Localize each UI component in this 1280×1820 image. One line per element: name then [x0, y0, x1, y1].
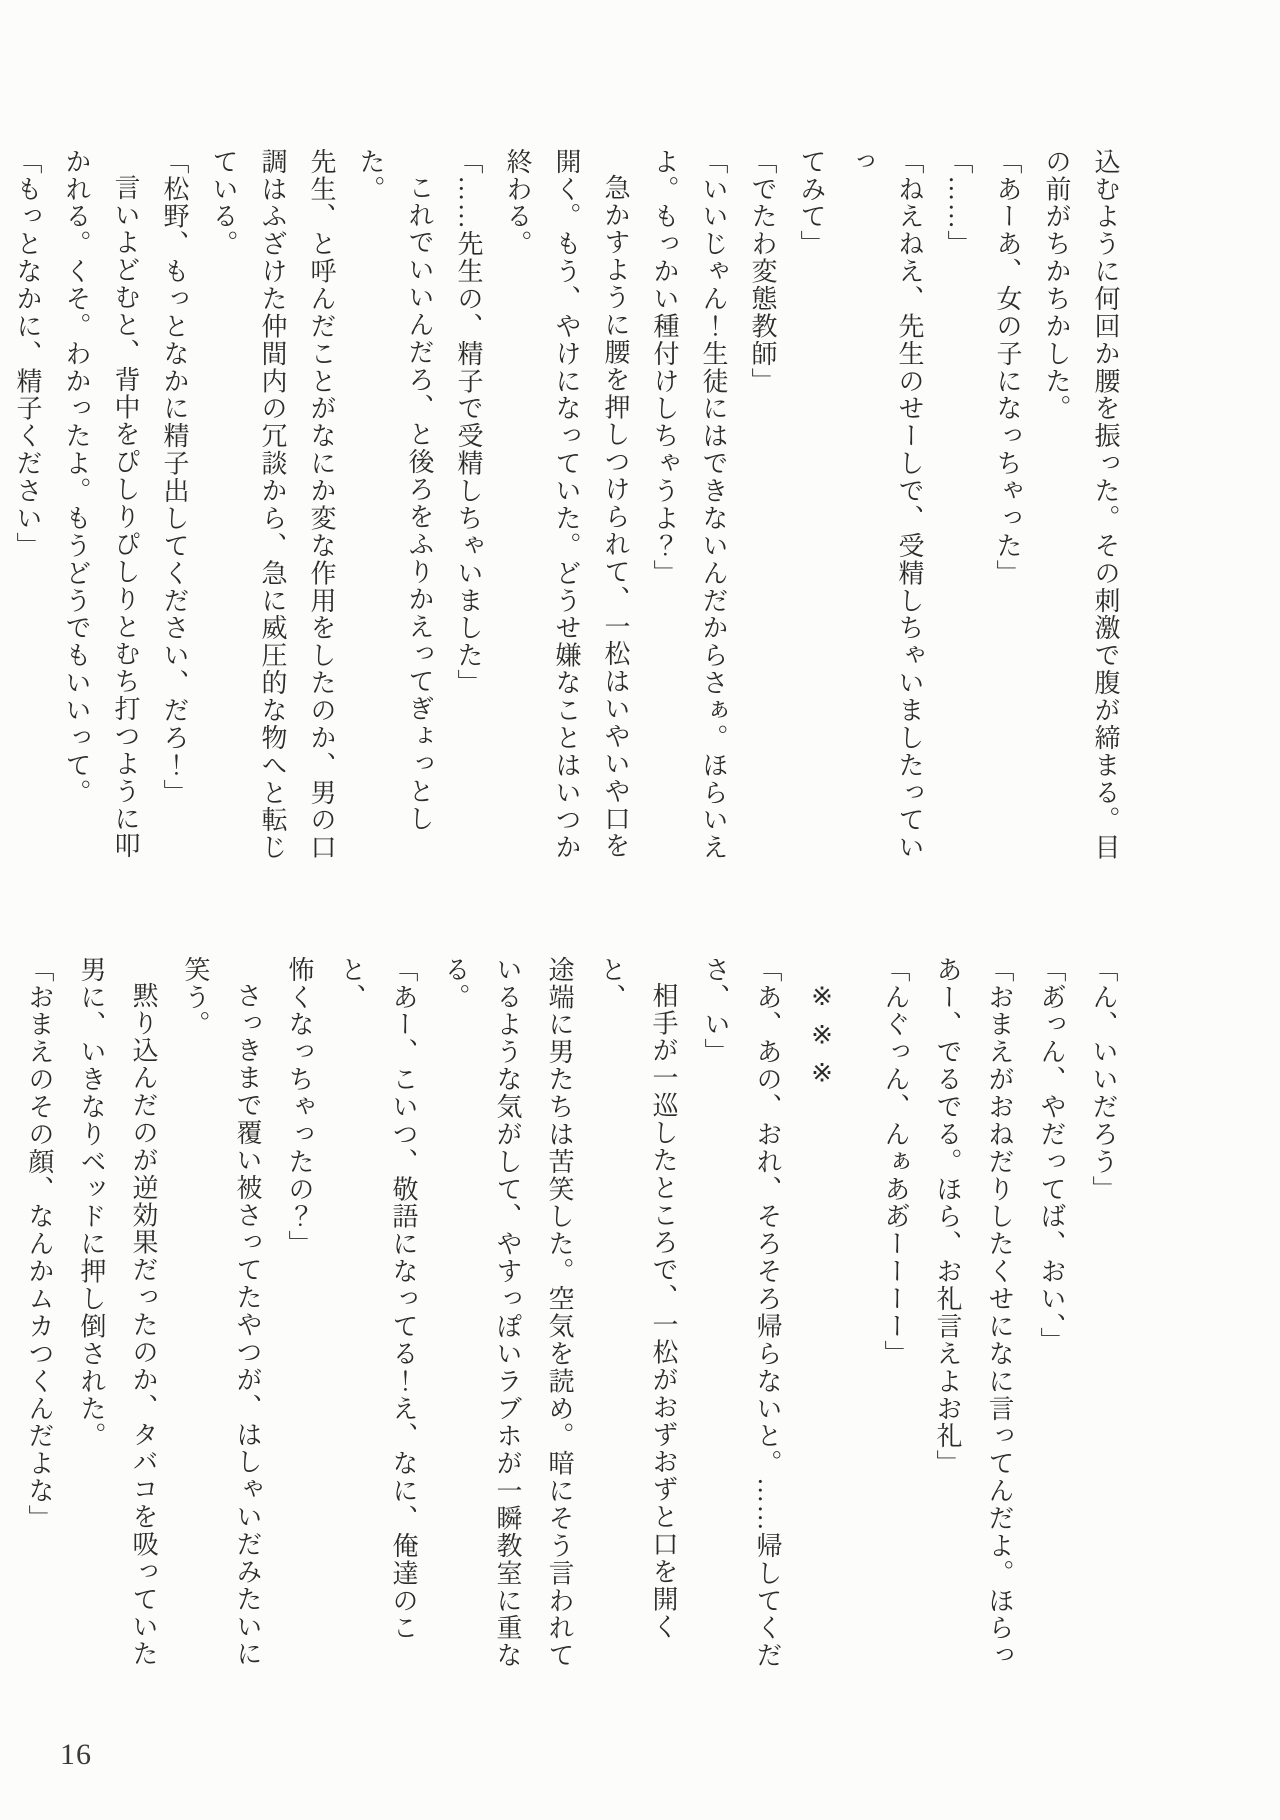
text-line: 言いよどむと、背中をぴしりぴしりとむち打つように叩: [111, 174, 140, 860]
text-line: 先生、と呼んだことがなにか変な作用をしたのか、男の口: [307, 148, 336, 862]
text-line: 「おまえがおねだりしたくせになに言ってんだよ。ほらっ: [985, 956, 1014, 1670]
text-line: 「あ、あの、おれ、そろそろ帰らないと。……帰してくだ: [753, 956, 782, 1670]
text-line: これでいいんだろ、と後ろをふりかえってぎょっとした。: [356, 148, 434, 833]
text-line: さっきまで覆い被さってたやつが、はしゃいだみたいに: [233, 982, 262, 1668]
section-divider: ※※※: [808, 982, 837, 1097]
text-line: 「あ゙っん、やだってば、おい、」: [1037, 956, 1066, 1355]
text-line: ている。: [209, 148, 238, 258]
text-line: る。: [441, 956, 470, 1011]
text-line: 終わる。: [503, 148, 532, 258]
text-line: 笑う。: [181, 956, 210, 1039]
text-line: 「あー、こいつ、敬語になってる！え、なに、俺達のこと、: [337, 956, 418, 1642]
text-line: の前がちかちかした。: [1042, 148, 1071, 423]
text-line: いるような気がして、やすっぽいラブホが一瞬教室に重な: [493, 956, 522, 1670]
text-line: 途端に男たちは苦笑した。空気を読め。暗にそう言われて: [545, 956, 574, 1670]
text-line: 込むように何回か腰を振った。その刺激で腹が締まる。目: [1091, 148, 1120, 862]
text-block-lower: [13, 956, 1129, 1672]
text-line: 「松野、もっとなかに精子出してください、だろ！」: [160, 148, 189, 807]
text-line: 「いいじゃん！生徒にはできないんだからさぁ。ほらいえ: [699, 148, 728, 862]
text-line: さ、い」: [701, 956, 730, 1066]
text-block-upper: [3, 148, 1130, 874]
text-line: あー、でるでる。ほら、お礼言えよお礼」: [933, 956, 962, 1478]
text-line: 「でたわ変態教師」: [748, 148, 777, 395]
text-line: 開く。もう、やけになっていた。どうせ嫌なことはいつか: [552, 148, 581, 862]
text-line: かれる。くそ。わかったよ。もうどうでもいいって。: [62, 148, 91, 807]
text-line: 「もっとなかに、精子ください」: [13, 148, 42, 560]
text-line: よ。もっかい種付けしちゃうよ？」: [650, 148, 679, 587]
text-line: 男に、いきなりベッドに押し倒された。: [77, 956, 106, 1450]
text-line: 「……」: [944, 148, 973, 258]
text-line: 怖くなっちゃったの？」: [285, 956, 314, 1258]
text-line: 黙り込んだのが逆効果だったのか、タバコを吸っていた: [129, 982, 158, 1668]
text-line: 「ねえねえ、先生のせーしで、受精しちゃいましたっていっ: [846, 148, 924, 862]
text-line: 急かすように腰を押しつけられて、一松はいやいや口を: [601, 174, 630, 860]
text-line: 「ん、いいだろう」: [1089, 956, 1118, 1203]
text-line: てみて」: [797, 148, 826, 258]
page-number: 16: [60, 1738, 92, 1771]
text-line: 調はふざけた仲間内の冗談から、急に威圧的な物へと転じ: [258, 148, 287, 862]
text-line: 「んぐっん、んぁああ゙ーーーー」: [881, 956, 910, 1368]
text-line: 「あーあ、女の子になっちゃった」: [993, 148, 1022, 587]
text-line: 「おまえのその顔、なんかムカつくんだよな」: [25, 956, 54, 1533]
text-line: 「……先生の、精子で受精しちゃいました」: [454, 148, 483, 697]
text-line: 相手が一巡したところで、一松がおずおずと口を開くと、: [597, 956, 678, 1641]
